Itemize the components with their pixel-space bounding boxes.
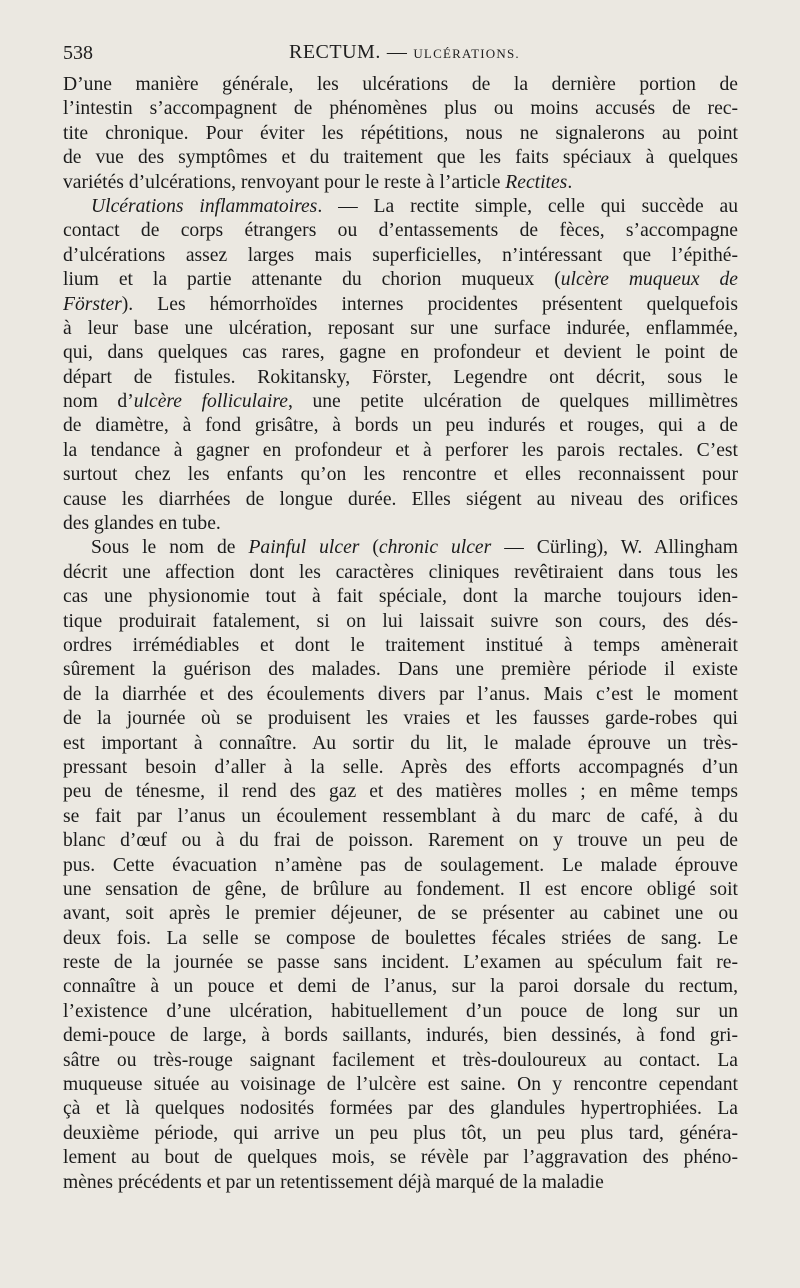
text-run: Sous le nom de [91,537,249,559]
text-line [63,1049,738,1073]
text-line [63,1073,738,1097]
text-line [63,317,738,341]
running-header [63,38,738,70]
running-title-main: RECTUM. [289,41,381,63]
text-run: cause les diarrhées de longue durée. Elles siégent au niveau des orifices [63,488,738,510]
text-line [63,293,738,317]
text-run: d’ulcérations assez larges mais superficielles, n’intéressant que l’épithé- [63,244,738,266]
text-line [63,1024,738,1048]
text-run: blanc d’œuf ou à du frai de poisson. Rarement on y trouve un peu de [63,830,738,852]
text-line [63,536,738,560]
text-run: de diamètre, à fond grisâtre, à bords un peu indurés et rouges, qui a de [63,415,738,437]
text-line [63,975,738,999]
text-run: surtout chez les enfants qu’on les rencontre et elles reconnaissent pour [63,464,738,486]
text-run: des glandes en tube. [63,513,221,535]
text-line [63,171,738,195]
text-run: peu de ténesme, il rend des gaz et des matières molles ; en même temps [63,781,738,803]
italic-run: Ulcérations inflammatoires [91,195,318,217]
text-line [63,219,738,243]
text-line [63,244,738,268]
text-run: pressant besoin d’aller à la selle. Après des efforts accompagnés d’un [63,756,738,778]
text-line [63,341,738,365]
text-line [63,780,738,804]
text-run: se fait par l’anus un écoulement ressemblant à du marc de café, à du [63,805,738,827]
paragraph [63,536,738,1195]
running-title-dash: — [386,41,408,63]
text-line [63,146,738,170]
text-run: pus. Cette évacuation n’amène pas de soulagement. Le malade éprouve [63,854,738,876]
text-line [63,805,738,829]
body-text [63,73,738,1195]
italic-run: ulcère muqueux de [560,269,738,291]
text-line [63,732,738,756]
text-line [63,463,738,487]
text-line [63,829,738,853]
text-run: D’une manière générale, les ulcérations de la dernière portion de [63,74,738,95]
italic-run: ulcère folliculaire [133,391,288,413]
text-run: sûrement la guérison des malades. Dans une première période il existe [63,659,738,681]
text-run: variétés d’ulcérations, renvoyant pour le reste à l’article [63,171,506,193]
text-run: ). Les hémorrhoïdes internes procidentes présentent quelquefois [121,293,738,315]
text-run: tique produirait fatalement, si on lui laissait suivre son cours, des dés- [63,610,738,632]
text-run: , une petite ulcération de quelques millimètres [287,391,738,413]
paragraph [63,195,738,536]
text-line [63,927,738,951]
text-line [63,195,738,219]
text-line [63,1097,738,1121]
running-title-sub: ULCÉRATIONS. [413,46,520,61]
text-run: qui, dans quelques cas rares, gagne en profondeur et devient le point de [63,342,738,364]
text-run: deux fois. La selle se compose de boulettes fécales striées de sang. Le [63,927,738,949]
text-line [63,1000,738,1024]
text-line [63,1171,738,1195]
text-line [63,366,738,390]
text-line [63,414,738,438]
text-line [63,634,738,658]
text-run: lement au bout de quelques mois, se révèle par l’aggravation des phéno- [63,1147,738,1169]
page-number: 538 [63,42,93,64]
text-run: l’existence d’une ulcération, habituellement d’un pouce de long sur un [63,1000,738,1022]
text-run: . — La rectite simple, celle qui succède au [317,195,738,217]
text-run: nom d’ [63,391,134,413]
text-run: reste de la journée se passe sans incident. L’examen au spéculum fait re- [63,952,738,974]
running-title [289,41,520,64]
text-run: de la journée où se produisent les vraies et les fausses garde-robes qui [63,708,738,730]
text-line [63,268,738,292]
text-run: ordres irrémédiables et dont le traitement institué à temps amènerait [63,634,738,656]
text-run: contact de corps étrangers ou d’entassements de fèces, s’accompagne [63,220,738,242]
text-run: demi-pouce de large, à bords saillants, indurés, bien dessinés, à fond gri- [63,1025,738,1047]
text-line [63,854,738,878]
text-run: départ de fistules. Rokitansky, Förster, Legendre ont décrit, sous le [63,366,738,388]
text-line [63,658,738,682]
text-line [63,585,738,609]
text-line [63,488,738,512]
text-run: — Cürling), W. Allingham [491,537,738,559]
italic-run: Förster [63,293,122,315]
text-run: la tendance à gagner en profondeur et à perforer les parois rectales. C’est [63,439,738,461]
italic-run: Painful ulcer [248,537,360,559]
text-run: mènes précédents et par un retentissement déjà marqué de la maladie [63,1171,604,1193]
text-run: sâtre ou très-rouge saignant facilement et très-douloureux au contact. La [63,1049,738,1071]
text-run: lium et la partie attenante du chorion muqueux ( [63,269,561,291]
text-run: çà et là quelques nodosités formées par des glandules hypertrophiées. La [63,1098,738,1120]
text-line [63,1122,738,1146]
text-line [63,122,738,146]
text-run: . [567,171,573,193]
text-run: de vue des symptômes et du traitement que les faits spéciaux à quelques [63,147,738,169]
text-run: cas une physionomie tout à fait spéciale, dont la marche toujours iden- [63,586,738,608]
text-run: deuxième période, qui arrive un peu plus tôt, un peu plus tard, généra- [63,1122,738,1144]
text-line [63,439,738,463]
text-run: connaître à un pouce et demi de l’anus, sur la paroi dorsale du rectum, [63,976,738,998]
text-run: muqueuse située au voisinage de l’ulcère est saine. On y rencontre cependant [63,1074,738,1096]
text-line [63,561,738,585]
text-line [63,97,738,121]
text-line [63,610,738,634]
text-line [63,1146,738,1170]
text-line [63,683,738,707]
italic-run: Rectites [505,171,568,193]
text-run: de la diarrhée et des écoulements divers par l’anus. Mais c’est le moment [63,683,738,705]
text-line [63,73,738,97]
text-run: l’intestin s’accompagnent de phénomènes plus ou moins accusés de rec- [63,98,738,120]
text-run: décrit une affection dont les caractères cliniques revêtiraient dans tous les [63,561,738,583]
paragraph [63,73,738,195]
text-line [63,390,738,414]
text-run: à leur base une ulcération, reposant sur une surface indurée, enflammée, [63,317,738,339]
text-run: avant, soit après le premier déjeuner, de se présenter au cabinet une ou [63,903,738,925]
text-line [63,512,738,536]
text-line [63,707,738,731]
text-run: est important à connaître. Au sortir du lit, le malade éprouve un très- [63,732,738,754]
italic-run: chronic ulcer [378,537,492,559]
text-line [63,756,738,780]
text-line [63,902,738,926]
text-run: ( [359,537,379,559]
text-line [63,878,738,902]
text-run: tite chronique. Pour éviter les répétitions, nous ne signalerons au point [63,122,738,144]
text-run: une sensation de gêne, de brûlure au fondement. Il est encore obligé soit [63,878,738,900]
text-line [63,951,738,975]
